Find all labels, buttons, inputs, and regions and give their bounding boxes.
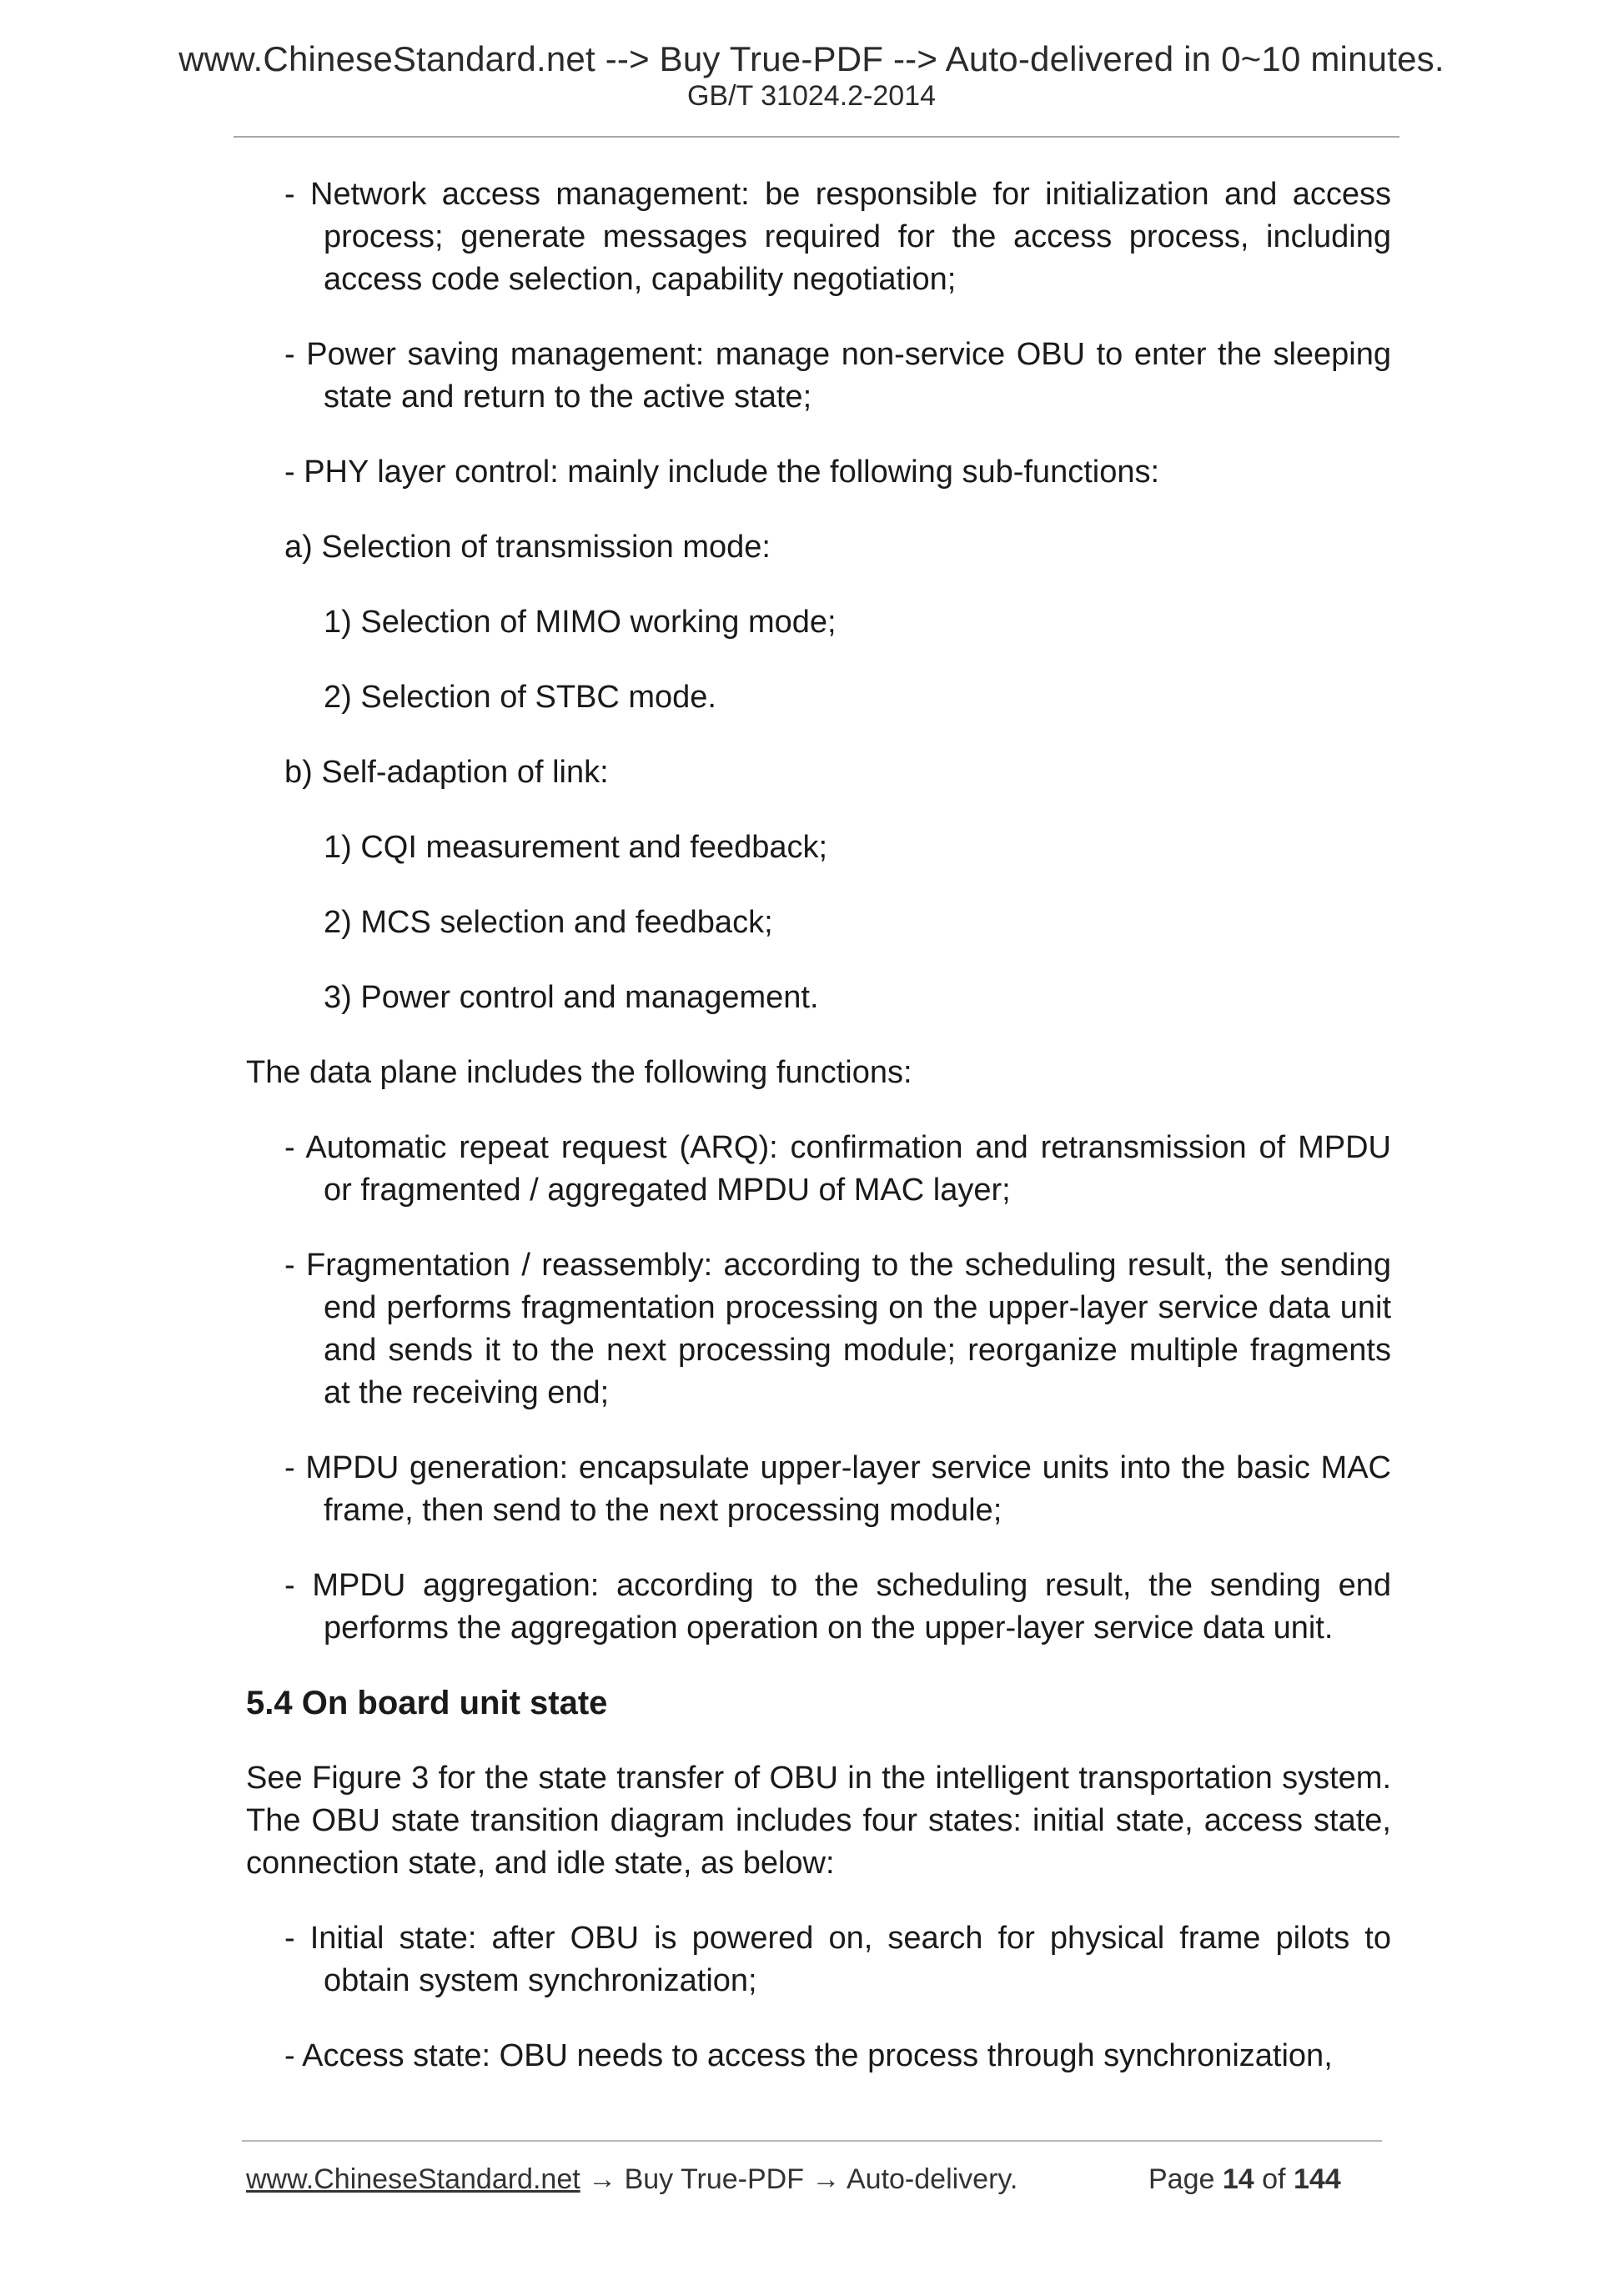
bullet-initial-state: - Initial state: after OBU is powered on, search for physical frame pilots to obtain system synchronization; [284, 1921, 1391, 1998]
page-number: 14 [1222, 2163, 1254, 2195]
section-paragraph: See Figure 3 for the state transfer of OBU in the intelligent transportation system. The OBU state transition diagram includes four states: initial state, access state, connection state, and idle state, as below: [246, 1761, 1391, 1881]
item-a2-stbc: 2) Selection of STBC mode. [324, 680, 716, 715]
bullet-mpdu-aggregation: - MPDU aggregation: according to the scheduling result, the sending end performs the aggregation operation on the upper-layer service data unit. [284, 1568, 1391, 1645]
item-a1-mimo: 1) Selection of MIMO working mode; [324, 605, 837, 640]
page-footer [246, 2158, 1380, 2200]
page-label: Page [1148, 2163, 1215, 2195]
item-a-transmission-mode: a) Selection of transmission mode: [284, 530, 771, 565]
footer-buy-text: → Buy True-PDF → Auto-delivery. [580, 2163, 1018, 2195]
item-b1-cqi: 1) CQI measurement and feedback; [324, 830, 828, 865]
page-indicator [1148, 2158, 1341, 2200]
footer-site-link[interactable]: www.ChineseStandard.net [246, 2163, 580, 2195]
bullet-access-state: - Access state: OBU needs to access the process through synchronization, [284, 2038, 1333, 2073]
page-content [246, 173, 1391, 2110]
item-b2-mcs: 2) MCS selection and feedback; [324, 905, 773, 940]
section-heading: 5.4 On board unit state [246, 1685, 608, 1721]
page-total: 144 [1293, 2163, 1341, 2195]
document-id: GB/T 31024.2-2014 [686, 80, 937, 112]
bullet-phy-control: - PHY layer control: mainly include the following sub-functions: [284, 455, 1160, 490]
bullet-network-access: - Network access management: be responsible for initialization and access process; generate messages required for the access process, including access code selection, capability negotiation; [284, 177, 1391, 297]
item-b-link-adaption: b) Self-adaption of link: [284, 755, 609, 790]
data-plane-intro: The data plane includes the following functions: [246, 1055, 912, 1090]
bullet-power-saving: - Power saving management: manage non-service OBU to enter the sleeping state and return to the active state; [284, 337, 1391, 414]
top-banner: www.ChineseStandard.net --> Buy True-PDF --> Auto-delivered in 0~10 minutes. [178, 39, 1445, 78]
item-b3-power: 3) Power control and management. [324, 980, 819, 1015]
of-label: of [1262, 2163, 1286, 2195]
bullet-mpdu-generation: - MPDU generation: encapsulate upper-layer service units into the basic MAC frame, then send to the next processing module; [284, 1450, 1391, 1528]
footer-divider [242, 2140, 1382, 2142]
bullet-fragmentation: - Fragmentation / reassembly: according to the scheduling result, the sending end performs fragmentation processing on the upper-layer service data unit and sends it to the next processing module; reorganize multiple fragments at the receiving end; [284, 1248, 1391, 1410]
header-divider [234, 136, 1399, 138]
bullet-arq: - Automatic repeat request (ARQ): confirmation and retransmission of MPDU or fragmented / aggregated MPDU of MAC layer; [284, 1130, 1391, 1208]
